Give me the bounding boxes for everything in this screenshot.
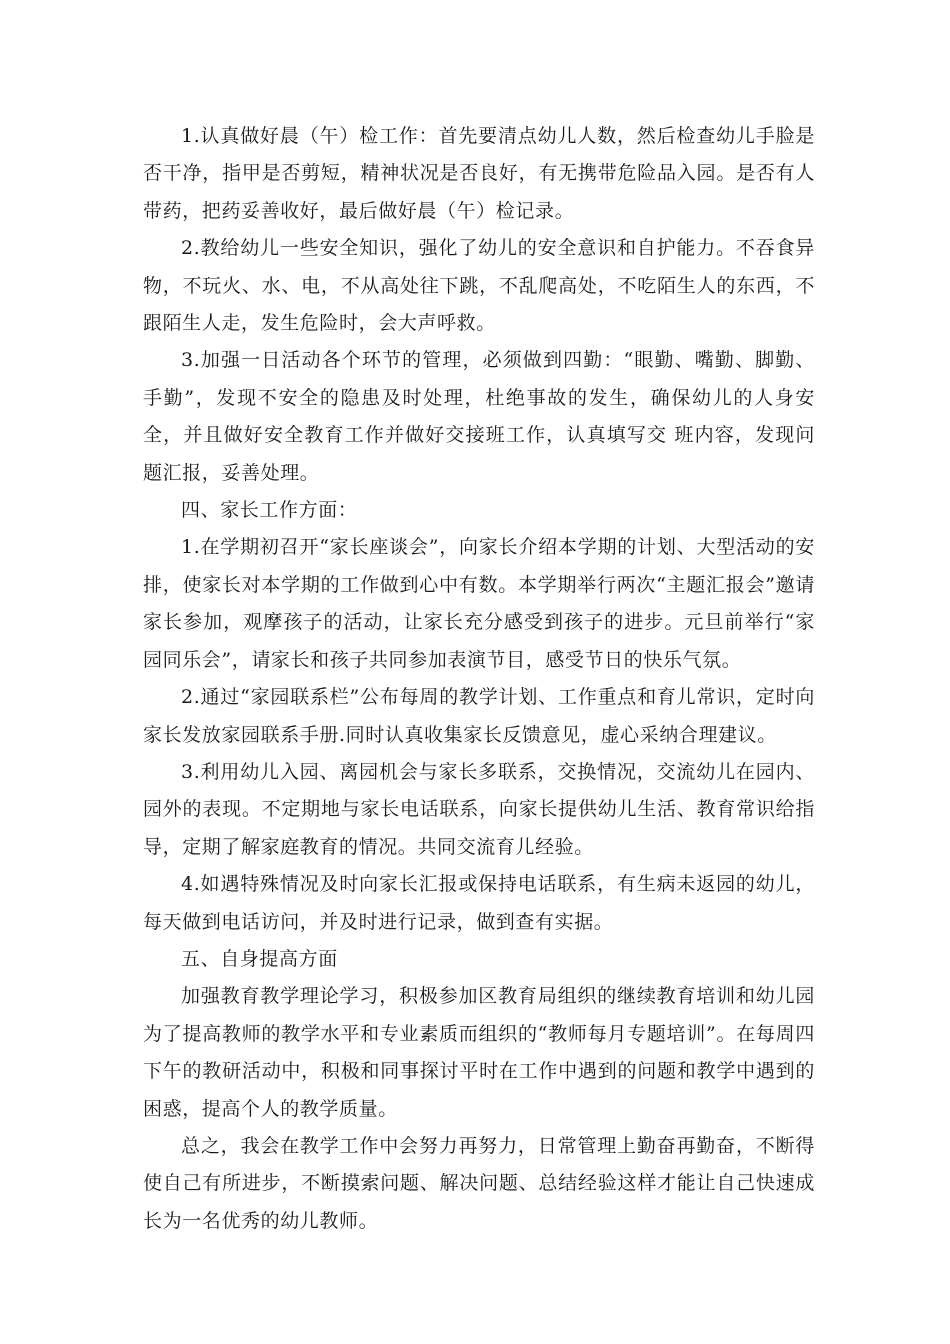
- section-heading-parent-work: 四、家长工作方面：: [181, 499, 358, 522]
- paragraph-parent-contact: 3.利用幼儿入园、离园机会与家长多联系，交换情况，交流幼儿在园内、园外的表现。不定期地与家长电话联系，向家长提供幼儿生活、教育常识给指导，定期了解家庭教育的情况。共同交流育儿经验。: [143, 760, 815, 858]
- paragraph-daily-management: 3.加强一日活动各个环节的管理，必须做到四勤：“眼勤、嘴勤、脚勤、手勤”，发现不安全的隐患及时处理，杜绝事故的发生，确保幼儿的人身安全，并且做好安全教育工作并做好交接班工作，认真填写交 班内容，发现问题汇报，妥善处理。: [143, 349, 815, 484]
- paragraph-contact-board: 2.通过“家园联系栏”公布每周的教学计划、工作重点和育儿常识，定时向家长发放家园联系手册.同时认真收集家长反馈意见，虚心采纳合理建议。: [143, 686, 815, 746]
- section-heading-self-improvement: 五、自身提高方面: [181, 947, 338, 970]
- paragraph-safety-knowledge: 2.教给幼儿一些安全知识，强化了幼儿的安全意识和自护能力。不吞食异物，不玩火、水、电，不从高处往下跳，不乱爬高处，不吃陌生人的东西，不跟陌生人走，发生危险时，会大声呼救。: [143, 237, 815, 335]
- paragraph-conclusion: 总之，我会在教学工作中会努力再努力，日常管理上勤奋再勤奋，不断得使自己有所进步，不断摸索问题、解决问题、总结经验这样才能让自己快速成长为一名优秀的幼儿教师。: [143, 1134, 815, 1232]
- paragraph-parent-meeting: 1.在学期初召开“家长座谈会”，向家长介绍本学期的计划、大型活动的安排，使家长对本学期的工作做到心中有数。本学期举行两次“主题汇报会”邀请家长参加，观摩孩子的活动，让家长充分感受到孩子的进步。元旦前举行“家园同乐会”，请家长和孩子共同参加表演节目，感受节日的快乐气氛。: [143, 536, 815, 671]
- document-body: [143, 118, 815, 1240]
- paragraph-morning-check: 1.认真做好晨（午）检工作：首先要清点幼儿人数，然后检查幼儿手脸是否干净，指甲是否剪短，精神状况是否良好，有无携带危险品入园。是否有人带药，把药妥善收好，最后做好晨（午）检记录。: [143, 125, 815, 222]
- paragraph-theory-study: 加强教育教学理论学习，积极参加区教育局组织的继续教育培训和幼儿园为了提高教师的教学水平和专业素质而组织的“教师每月专题培训”。在每周四下午的教研活动中，积极和同事探讨平时在工作中遇到的问题和教学中遇到的困惑，提高个人的教学质量。: [143, 985, 815, 1120]
- paragraph-special-cases: 4.如遇特殊情况及时向家长汇报或保持电话联系，有生病未返园的幼儿，每天做到电话访问，并及时进行记录，做到查有实据。: [143, 873, 815, 933]
